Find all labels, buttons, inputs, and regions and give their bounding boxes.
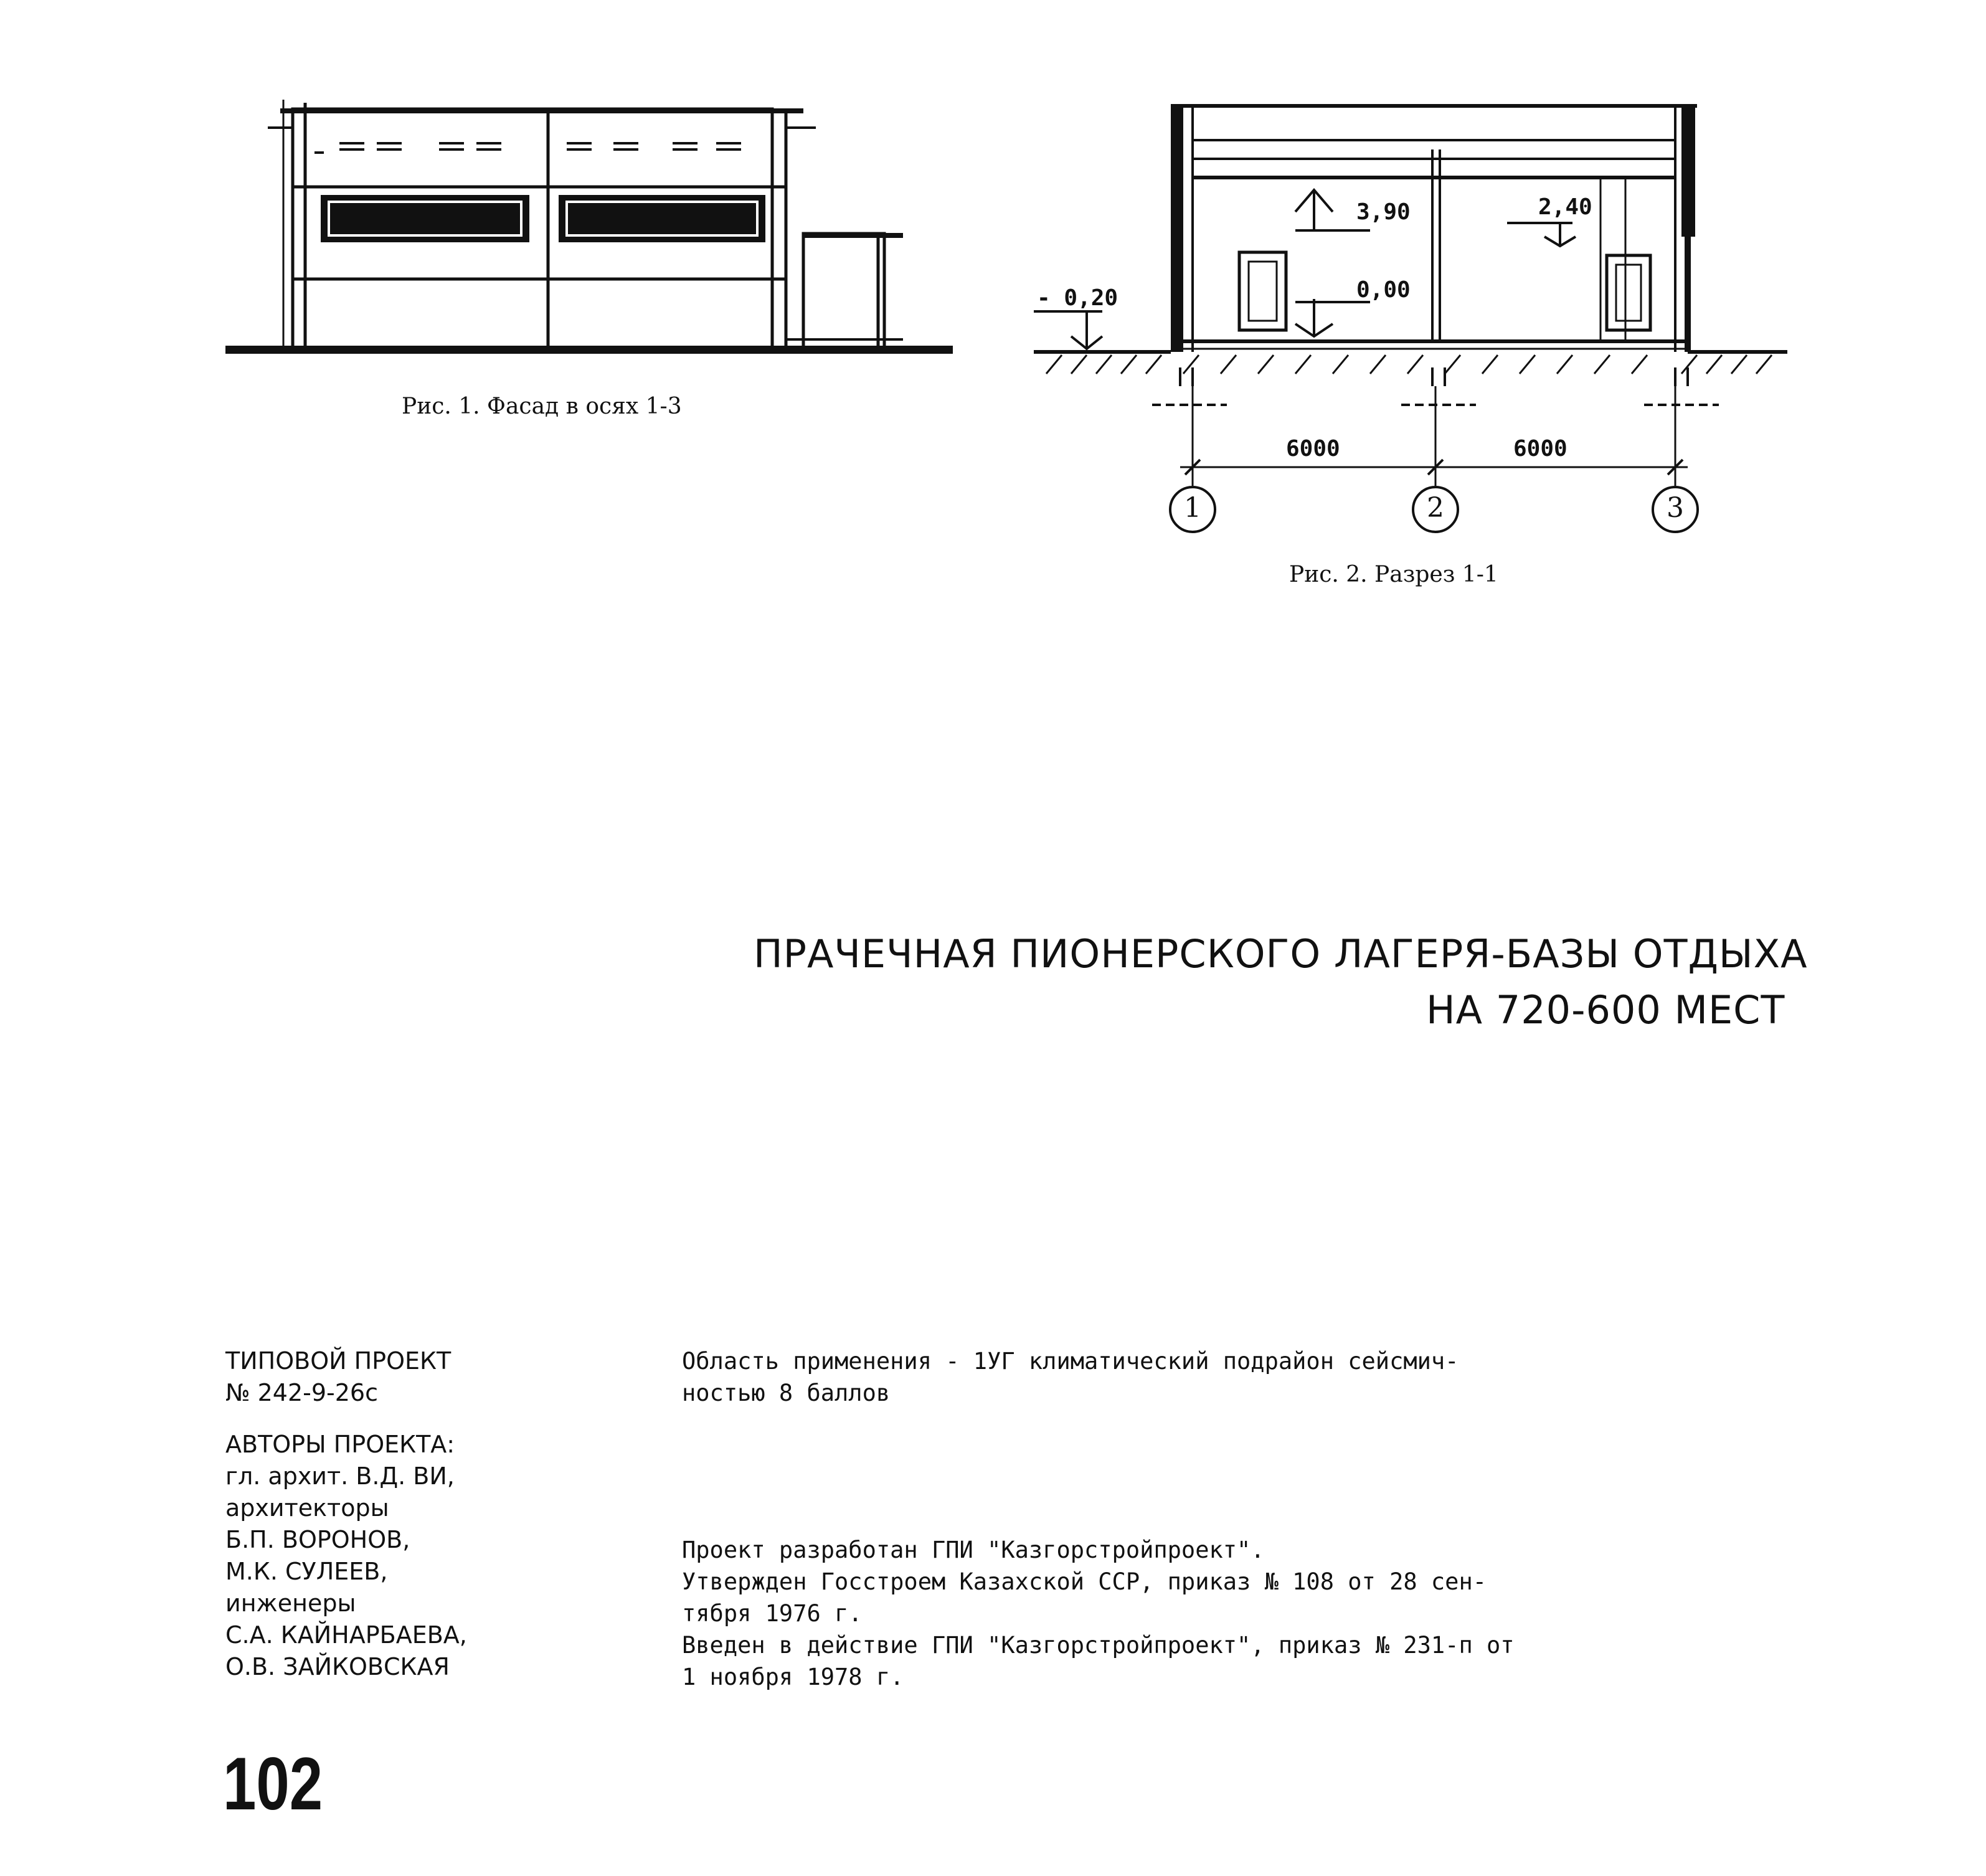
application-area — [682, 1345, 1459, 1409]
author-line: Б.П. ВОРОНОВ, — [225, 1526, 410, 1553]
project-type: ТИПОВОЙ ПРОЕКТ — [225, 1347, 452, 1375]
figure1-caption: Рис. 1. Фасад в осях 1-3 — [402, 394, 682, 419]
author-line: гл. архит. В.Д. ВИ, — [225, 1462, 455, 1490]
level-0-00: 0,00 — [1356, 277, 1411, 303]
author-line: М.К. СУЛЕЕВ, — [225, 1558, 388, 1585]
level-3-90: 3,90 — [1356, 199, 1411, 225]
info-line: Проект разработан ГПИ "Казгорстройпроект". — [682, 1537, 1265, 1563]
approval-info — [682, 1534, 1515, 1693]
info-line: Утвержден Госстроем Казахской ССР, приказ № 108 от 28 сен- — [682, 1568, 1487, 1595]
author-line: С.А. КАЙНАРБАЕВА, — [225, 1621, 467, 1649]
page-title-line1: ПРАЧЕЧНАЯ ПИОНЕРСКОГО ЛАГЕРЯ-БАЗЫ ОТДЫХА — [754, 931, 1808, 977]
axis-label-3: 3 — [1667, 492, 1684, 524]
info-line: тября 1976 г. — [682, 1600, 863, 1627]
project-number: № 242-9-26с — [225, 1379, 378, 1406]
info-line: 1 ноября 1978 г. — [682, 1664, 904, 1690]
axis-label-1: 1 — [1184, 492, 1201, 524]
author-line: О.В. ЗАЙКОВСКАЯ — [225, 1653, 450, 1680]
figure2-caption: Рис. 2. Разрез 1-1 — [1289, 562, 1498, 587]
axis-label-2: 2 — [1427, 492, 1444, 524]
span-dimension-2: 6000 — [1513, 436, 1568, 462]
project-info-left — [225, 1345, 467, 1683]
author-line: архитекторы — [225, 1494, 389, 1522]
span-dimension-1: 6000 — [1286, 436, 1340, 462]
author-line: инженеры — [225, 1589, 356, 1617]
page-number: 102 — [223, 1742, 323, 1826]
level-2-40: 2,40 — [1538, 194, 1592, 220]
info-line: Область применения - 1УГ климатический подрайон сейсмич- — [682, 1348, 1459, 1375]
info-line: ностью 8 баллов — [682, 1380, 891, 1406]
page-title-line2: НА 720-600 МЕСТ — [1426, 987, 1785, 1033]
level-minus-0-20: - 0,20 — [1037, 285, 1118, 311]
info-line: Введен в действие ГПИ "Казгорстройпроект", приказ № 231-п от — [682, 1632, 1515, 1659]
authors-heading: АВТОРЫ ПРОЕКТА: — [225, 1431, 455, 1458]
